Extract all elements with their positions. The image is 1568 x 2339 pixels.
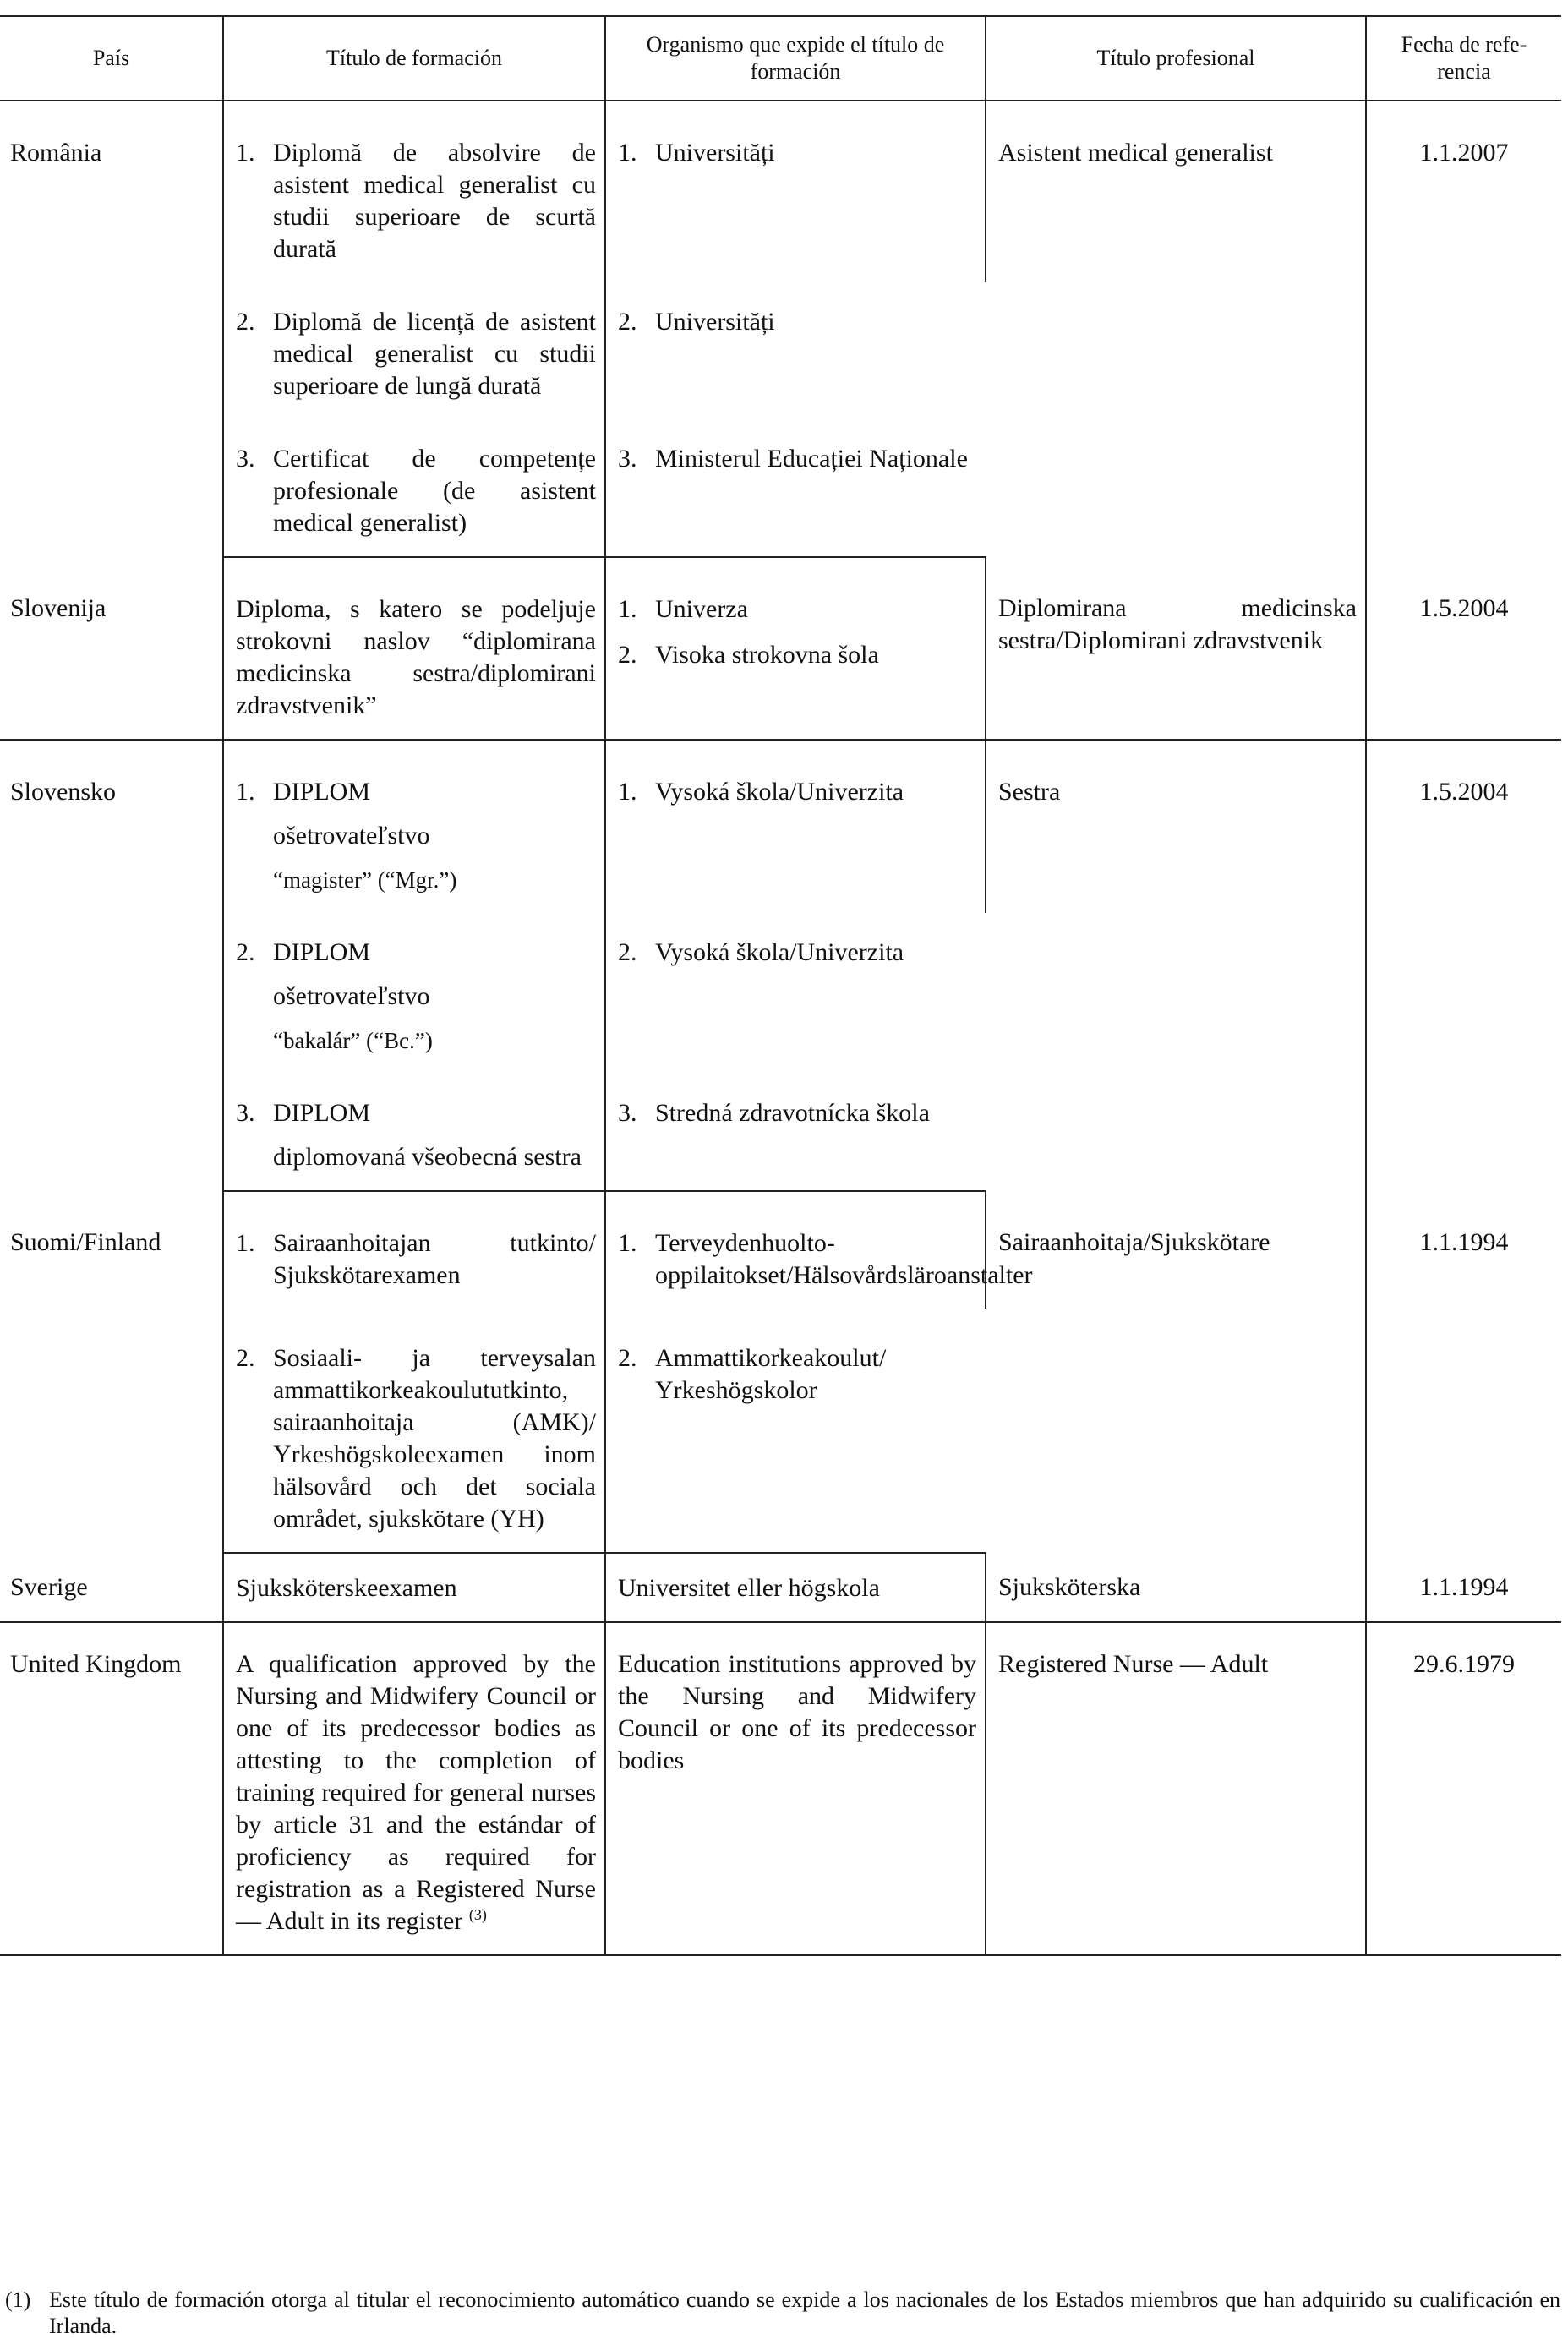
training-title-cell: 2. Diplomă de licență de asistent medical generalist cu studii superioare de lungă durată — [223, 282, 605, 419]
table-row-suomi — [0, 1191, 1561, 1309]
footnote — [5, 2287, 1560, 2339]
table-row-sverige — [0, 1553, 1561, 1622]
header-training-title: Título de formación — [223, 16, 605, 101]
table-header-row — [0, 16, 1561, 101]
country-cell: Slovenija — [0, 557, 223, 740]
table-row-uk — [0, 1622, 1561, 1955]
professional-title-cell: Diplomirana medicinska sestra/Diplomirani zdravstvenik — [986, 557, 1366, 740]
issuing-body-cell: 3. Ministerul Educației Naționale — [605, 419, 986, 557]
issuing-body-cell: 2. Vysoká škola/Univerzita — [618, 938, 904, 966]
issuing-body-cell: 1. Vysoká škola/Univerzita — [605, 740, 986, 913]
table-row-romania — [0, 101, 1561, 282]
training-title-cell: 1. DIPLOM ošetrovateľstvo “magister” (“Mgr.”) — [223, 740, 605, 913]
country-cell: România — [0, 101, 223, 557]
footnote-text: Este título de formación otorga al titular el reconocimiento automático cuando se expide a los nacionales de los Estados miembros que han adquirido su cualificación en Irlanda. — [49, 2287, 1560, 2338]
country-cell: Sverige — [0, 1553, 223, 1622]
training-title-cell: Sjuksköterskeexamen — [223, 1553, 605, 1622]
table-row-slovenija — [0, 557, 1561, 740]
table-row-slovensko — [0, 740, 1561, 913]
reference-date-cell: 1.1.2007 — [1419, 139, 1509, 167]
professional-title-cell: Sestra — [986, 740, 1366, 1191]
reference-date-cell: 29.6.1979 — [1366, 1622, 1561, 1955]
issuing-body-cell: Education institutions approved by the Nursing and Midwifery Council or one of its predecessor bodies — [605, 1622, 986, 1955]
professional-title-cell: Sjuksköterska — [986, 1553, 1366, 1622]
header-country: País — [0, 16, 223, 101]
issuing-body-cell: 2. Ammattikorkeakoulut/ Yrkeshögskolor — [605, 1309, 986, 1553]
issuing-body-cell: 1. Universități — [605, 101, 986, 282]
reference-date-cell: 1.5.2004 — [1419, 778, 1509, 806]
professional-title-cell: Asistent medical generalist — [986, 101, 1366, 557]
reference-date-cell: 1.1.1994 — [1419, 1228, 1509, 1256]
training-title-cell: Diploma, s katero se podeljuje strokovni naslov “diplomirana medicinska sestra/diplomirani zdravstvenik” — [223, 557, 605, 740]
header-reference-date: Fecha de refe- rencia — [1366, 16, 1561, 101]
qualifications-table — [0, 15, 1561, 1956]
footnote-reference: (3) — [468, 1906, 487, 1923]
issuing-body-cell: Universitet eller högskola — [605, 1553, 986, 1622]
training-title-cell: 1. Sairaanhoitajan tutkinto/ Sjukskötarexamen — [223, 1191, 605, 1309]
issuing-body-cell: 1. Terveydenhuolto-oppilaitokset/Hälsovårdsläroanstalter — [605, 1191, 986, 1309]
professional-title-cell: Sairaanhoitaja/Sjukskötare — [986, 1191, 1366, 1553]
training-title-cell: 2. Sosiaali- ja terveysalan ammattikorkeakoulututkinto, sairaanhoitaja (AMK)/ Yrkeshögskoleexamen inom hälsovård och det sociala området, sjukskötare (YH) — [223, 1309, 605, 1553]
country-cell: Suomi/Finland — [0, 1191, 223, 1553]
country-cell: United Kingdom — [0, 1622, 223, 1955]
country-cell: Slovensko — [0, 740, 223, 1191]
professional-title-cell: Registered Nurse — Adult — [986, 1622, 1366, 1955]
issuing-body-cell: 2. Universități — [618, 308, 775, 336]
header-issuing-body: Organismo que expide el título de formación — [605, 16, 986, 101]
issuing-body-cell: 1. Univerza 2. Visoka strokovna šola — [605, 557, 986, 740]
training-title-cell: 1. Diplomă de absolvire de asistent medical generalist cu studii superioare de scurtă durată — [223, 101, 605, 282]
footnote-mark: (1) — [5, 2287, 31, 2312]
reference-date-cell: 1.1.1994 — [1366, 1553, 1561, 1622]
training-title-cell: 3. Certificat de competențe profesionale (de asistent medical generalist) — [223, 419, 605, 557]
header-professional-title: Título profesional — [986, 16, 1366, 101]
reference-date-cell: 1.5.2004 — [1366, 557, 1561, 740]
training-title-cell: 3. DIPLOM diplomovaná všeobecná sestra — [223, 1074, 605, 1191]
issuing-body-cell: 3. Stredná zdravotnícka škola — [605, 1074, 986, 1191]
training-title-cell: A qualification approved by the Nursing and Midwifery Council or one of its predecessor bodies as attesting to the completion of training required for general nurses by article 31 and the estándar of proficiency as required for registration as a Registered Nurse — Adult in its register $^{(3)}$ — [223, 1622, 605, 1955]
training-title-cell: 2. DIPLOM ošetrovateľstvo “bakalár” (“Bc.”) — [223, 913, 605, 1074]
